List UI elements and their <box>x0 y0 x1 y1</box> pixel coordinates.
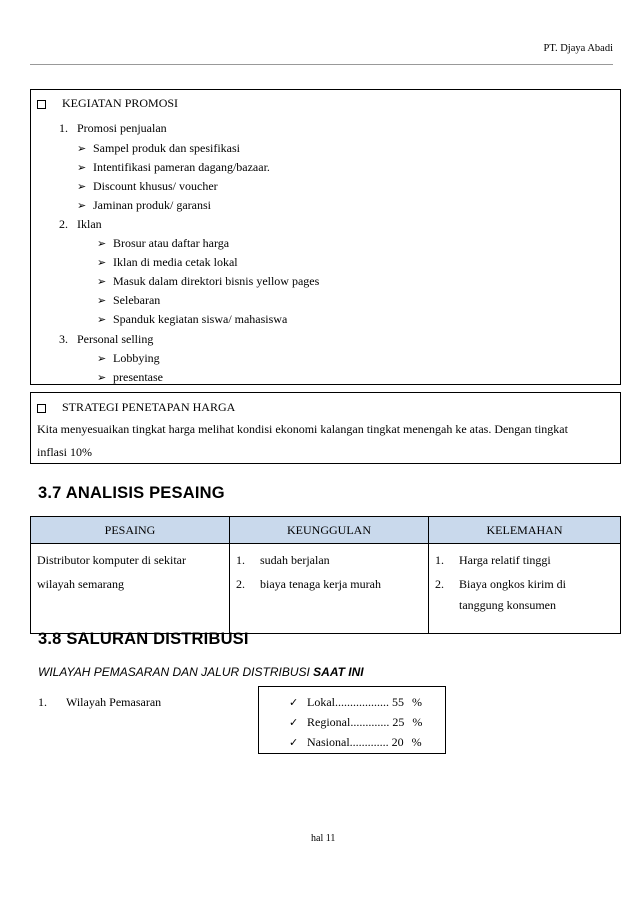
promosi-heading <box>37 96 178 110</box>
wilayah-item-lokal: ✓ Lokal.................. 55 % <box>289 695 422 709</box>
group-number: 1. <box>59 121 68 135</box>
group-number: 2. <box>59 217 68 231</box>
pesaing-table <box>30 516 621 634</box>
company-name: PT. Djaya Abadi <box>543 43 613 54</box>
page-number: hal 11 <box>311 833 336 844</box>
checkmark-icon: ✓ <box>289 696 299 709</box>
harga-title: STRATEGI PENETAPAN HARGA <box>62 400 236 414</box>
arrow-bullet-icon: ➢ <box>77 200 87 212</box>
arrow-bullet-icon: ➢ <box>97 276 107 288</box>
wilayah-item-regional: ✓ Regional............. 25 % <box>289 715 423 729</box>
promosi-title: KEGIATAN PROMOSI <box>62 96 179 110</box>
list-item: ➢ Discount khusus/ voucher <box>77 179 218 193</box>
kelemahan-cell: 1. Harga relatif tinggi 2. Biaya ongkos kirim di tanggung konsumen <box>429 544 621 634</box>
arrow-bullet-icon: ➢ <box>97 372 107 384</box>
arrow-bullet-icon: ➢ <box>97 353 107 365</box>
arrow-bullet-icon: ➢ <box>77 181 87 193</box>
promosi-group-1 <box>59 121 167 135</box>
list-item: ➢ Iklan di media cetak lokal <box>97 255 238 269</box>
group-label: Iklan <box>77 217 102 231</box>
table-header-row <box>31 517 621 544</box>
arrow-bullet-icon: ➢ <box>97 257 107 269</box>
header-divider <box>30 64 613 65</box>
list-item: ➢ Brosur atau daftar harga <box>97 236 230 250</box>
list-item: ➢ Lobbying <box>97 351 160 365</box>
section-subtitle: WILAYAH PEMASARAN DAN JALUR DISTRIBUSI SAAT INI <box>38 665 364 679</box>
list-item: ➢ Spanduk kegiatan siswa/ mahasiswa <box>97 312 288 326</box>
arrow-bullet-icon: ➢ <box>97 314 107 326</box>
section-title-analisis-pesaing: 3.7 ANALISIS PESAING <box>38 484 225 502</box>
column-header: PESAING <box>31 517 230 544</box>
checkmark-icon: ✓ <box>289 716 299 729</box>
arrow-bullet-icon: ➢ <box>77 143 87 155</box>
wilayah-item-nasional: ✓ Nasional............. 20 % <box>289 735 422 749</box>
list-item: ➢ Intentifikasi pameran dagang/bazaar. <box>77 160 270 174</box>
arrow-bullet-icon: ➢ <box>77 162 87 174</box>
keunggulan-cell: 1. sudah berjalan 2. biaya tenaga kerja murah <box>230 544 429 634</box>
arrow-bullet-icon: ➢ <box>97 295 107 307</box>
promosi-group-2 <box>59 217 102 231</box>
harga-text-line-1: Kita menyesuaikan tingkat harga melihat kondisi ekonomi kalangan tingkat menengah ke atas. Dengan tingkat <box>37 422 568 436</box>
list-item: ➢ Sampel produk dan spesifikasi <box>77 141 240 155</box>
table-row <box>31 544 621 634</box>
section-title-saluran-distribusi: 3.8 SALURAN DISTRIBUSI <box>38 630 249 648</box>
column-header: KELEMAHAN <box>429 517 621 544</box>
checkmark-icon: ✓ <box>289 736 299 749</box>
group-number: 3. <box>59 332 68 346</box>
checkbox-icon <box>37 404 46 413</box>
list-item: ➢ Selebaran <box>97 293 161 307</box>
group-label: Personal selling <box>77 332 154 346</box>
checkbox-icon <box>37 100 46 109</box>
column-header: KEUNGGULAN <box>230 517 429 544</box>
list-item: ➢ Masuk dalam direktori bisnis yellow pages <box>97 274 320 288</box>
list-item: ➢ presentase <box>97 370 163 384</box>
harga-heading <box>37 400 235 414</box>
arrow-bullet-icon: ➢ <box>97 238 107 250</box>
list-item: ➢ Jaminan produk/ garansi <box>77 198 211 212</box>
group-label: Promosi penjualan <box>77 121 167 135</box>
wilayah-row-label: 1. Wilayah Pemasaran <box>38 695 162 709</box>
pesaing-cell: Distributor komputer di sekitar wilayah semarang <box>31 544 230 634</box>
promosi-group-3 <box>59 332 153 346</box>
harga-text-line-2: inflasi 10% <box>37 445 92 459</box>
